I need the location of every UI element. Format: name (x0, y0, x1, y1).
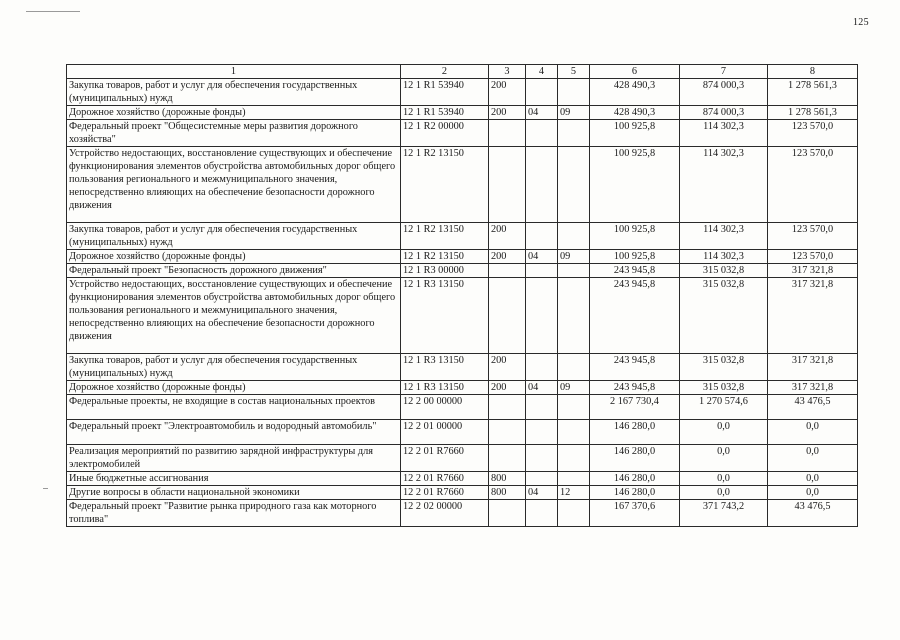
amount-year-1: 146 280,0 (590, 486, 680, 500)
section (526, 472, 558, 486)
table-row (67, 106, 858, 120)
amount-year-2: 114 302,3 (680, 120, 768, 147)
row-name: Устройство недостающих, восстановление существующих и обеспечение функционирования элементов обустройства автомобильных дорог общего пользования регионального и межмуниципального значения, непосредственно влияющих на обеспечение безопасности дорожного движения (67, 147, 401, 223)
subsection: 12 (558, 486, 590, 500)
subsection (558, 500, 590, 527)
subsection (558, 445, 590, 472)
section (526, 354, 558, 381)
target-code: 12 1 R3 13150 (401, 354, 489, 381)
column-number: 4 (526, 65, 558, 79)
column-number: 1 (67, 65, 401, 79)
amount-year-1: 243 945,8 (590, 381, 680, 395)
column-number: 3 (489, 65, 526, 79)
amount-year-3: 1 278 561,3 (768, 79, 858, 106)
target-code: 12 2 02 00000 (401, 500, 489, 527)
row-name: Федеральный проект "Электроавтомобиль и водородный автомобиль" (67, 420, 401, 445)
target-code: 12 2 01 R7660 (401, 486, 489, 500)
amount-year-1: 100 925,8 (590, 250, 680, 264)
subsection (558, 354, 590, 381)
table-row (67, 354, 858, 381)
amount-year-1: 100 925,8 (590, 147, 680, 223)
column-number: 7 (680, 65, 768, 79)
amount-year-2: 371 743,2 (680, 500, 768, 527)
section: 04 (526, 486, 558, 500)
section (526, 120, 558, 147)
amount-year-2: 874 000,3 (680, 106, 768, 120)
column-number: 2 (401, 65, 489, 79)
row-name: Иные бюджетные ассигнования (67, 472, 401, 486)
column-number-row (67, 65, 858, 79)
amount-year-2: 315 032,8 (680, 381, 768, 395)
amount-year-3: 43 476,5 (768, 395, 858, 420)
amount-year-2: 315 032,8 (680, 278, 768, 354)
expense-type (489, 264, 526, 278)
amount-year-3: 0,0 (768, 420, 858, 445)
target-code: 12 1 R3 13150 (401, 278, 489, 354)
budget-table (66, 64, 858, 527)
amount-year-2: 114 302,3 (680, 223, 768, 250)
section (526, 79, 558, 106)
section (526, 395, 558, 420)
row-name: Закупка товаров, работ и услуг для обеспечения государственных (муниципальных) нужд (67, 223, 401, 250)
table-row (67, 445, 858, 472)
amount-year-3: 1 278 561,3 (768, 106, 858, 120)
table-row (67, 147, 858, 223)
target-code: 12 2 01 00000 (401, 420, 489, 445)
amount-year-2: 114 302,3 (680, 147, 768, 223)
subsection (558, 79, 590, 106)
table-row (67, 278, 858, 354)
amount-year-1: 167 370,6 (590, 500, 680, 527)
table-row (67, 120, 858, 147)
row-name: Дорожное хозяйство (дорожные фонды) (67, 381, 401, 395)
target-code: 12 2 01 R7660 (401, 472, 489, 486)
target-code: 12 1 R1 53940 (401, 79, 489, 106)
expense-type: 200 (489, 354, 526, 381)
expense-type (489, 420, 526, 445)
expense-type: 200 (489, 106, 526, 120)
subsection: 09 (558, 106, 590, 120)
expense-type: 200 (489, 223, 526, 250)
subsection (558, 278, 590, 354)
amount-year-2: 1 270 574,6 (680, 395, 768, 420)
amount-year-1: 146 280,0 (590, 472, 680, 486)
row-name: Федеральный проект "Общесистемные меры развития дорожного хозяйства" (67, 120, 401, 147)
scan-mark (26, 11, 80, 12)
amount-year-2: 315 032,8 (680, 264, 768, 278)
table-row (67, 381, 858, 395)
amount-year-2: 0,0 (680, 420, 768, 445)
expense-type (489, 147, 526, 223)
subsection: 09 (558, 250, 590, 264)
amount-year-3: 123 570,0 (768, 250, 858, 264)
section (526, 445, 558, 472)
expense-type: 200 (489, 79, 526, 106)
amount-year-1: 243 945,8 (590, 278, 680, 354)
target-code: 12 2 00 00000 (401, 395, 489, 420)
amount-year-3: 123 570,0 (768, 147, 858, 223)
amount-year-3: 123 570,0 (768, 120, 858, 147)
row-name: Дорожное хозяйство (дорожные фонды) (67, 250, 401, 264)
amount-year-1: 243 945,8 (590, 264, 680, 278)
amount-year-3: 317 321,8 (768, 264, 858, 278)
table-row (67, 264, 858, 278)
section: 04 (526, 106, 558, 120)
section: 04 (526, 381, 558, 395)
expense-type (489, 395, 526, 420)
section (526, 264, 558, 278)
amount-year-3: 317 321,8 (768, 381, 858, 395)
expense-type (489, 120, 526, 147)
amount-year-3: 43 476,5 (768, 500, 858, 527)
subsection (558, 420, 590, 445)
table-row (67, 395, 858, 420)
expense-type: 800 (489, 486, 526, 500)
subsection (558, 472, 590, 486)
row-name: Дорожное хозяйство (дорожные фонды) (67, 106, 401, 120)
expense-type: 200 (489, 381, 526, 395)
row-name: Устройство недостающих, восстановление существующих и обеспечение функционирования элементов обустройства автомобильных дорог общего пользования регионального и межмуниципального значения, непосредственно влияющих на обеспечение безопасности дорожного движения (67, 278, 401, 354)
expense-type: 200 (489, 250, 526, 264)
amount-year-3: 0,0 (768, 486, 858, 500)
target-code: 12 1 R2 13150 (401, 223, 489, 250)
row-name: Федеральный проект "Развитие рынка природного газа как моторного топлива" (67, 500, 401, 527)
subsection: 09 (558, 381, 590, 395)
row-name: Реализация мероприятий по развитию зарядной инфраструктуры для электромобилей (67, 445, 401, 472)
table-row (67, 79, 858, 106)
target-code: 12 1 R2 13150 (401, 250, 489, 264)
table-row (67, 486, 858, 500)
expense-type (489, 278, 526, 354)
expense-type (489, 445, 526, 472)
subsection (558, 395, 590, 420)
section: 04 (526, 250, 558, 264)
section (526, 500, 558, 527)
table-row (67, 472, 858, 486)
subsection (558, 223, 590, 250)
section (526, 278, 558, 354)
section (526, 420, 558, 445)
target-code: 12 1 R3 00000 (401, 264, 489, 278)
amount-year-3: 0,0 (768, 445, 858, 472)
amount-year-3: 123 570,0 (768, 223, 858, 250)
expense-type (489, 500, 526, 527)
subsection (558, 147, 590, 223)
row-name: Федеральный проект "Безопасность дорожного движения" (67, 264, 401, 278)
target-code: 12 1 R2 13150 (401, 147, 489, 223)
amount-year-2: 114 302,3 (680, 250, 768, 264)
row-name: Закупка товаров, работ и услуг для обеспечения государственных (муниципальных) нужд (67, 354, 401, 381)
row-name: Федеральные проекты, не входящие в состав национальных проектов (67, 395, 401, 420)
amount-year-3: 317 321,8 (768, 354, 858, 381)
section (526, 147, 558, 223)
expense-type: 800 (489, 472, 526, 486)
table-row (67, 250, 858, 264)
table-row (67, 420, 858, 445)
amount-year-1: 146 280,0 (590, 445, 680, 472)
row-name: Другие вопросы в области национальной экономики (67, 486, 401, 500)
amount-year-1: 100 925,8 (590, 223, 680, 250)
row-name: Закупка товаров, работ и услуг для обеспечения государственных (муниципальных) нужд (67, 79, 401, 106)
amount-year-1: 428 490,3 (590, 106, 680, 120)
amount-year-3: 0,0 (768, 472, 858, 486)
amount-year-1: 146 280,0 (590, 420, 680, 445)
section (526, 223, 558, 250)
scan-mark (43, 488, 48, 489)
subsection (558, 120, 590, 147)
column-number: 6 (590, 65, 680, 79)
amount-year-2: 0,0 (680, 486, 768, 500)
page-number: 125 (853, 17, 869, 28)
amount-year-1: 2 167 730,4 (590, 395, 680, 420)
column-number: 5 (558, 65, 590, 79)
column-number: 8 (768, 65, 858, 79)
amount-year-2: 874 000,3 (680, 79, 768, 106)
table-row (67, 223, 858, 250)
amount-year-1: 100 925,8 (590, 120, 680, 147)
target-code: 12 1 R1 53940 (401, 106, 489, 120)
amount-year-3: 317 321,8 (768, 278, 858, 354)
amount-year-2: 0,0 (680, 472, 768, 486)
amount-year-2: 0,0 (680, 445, 768, 472)
subsection (558, 264, 590, 278)
target-code: 12 1 R3 13150 (401, 381, 489, 395)
amount-year-2: 315 032,8 (680, 354, 768, 381)
table-row (67, 500, 858, 527)
target-code: 12 1 R2 00000 (401, 120, 489, 147)
target-code: 12 2 01 R7660 (401, 445, 489, 472)
amount-year-1: 428 490,3 (590, 79, 680, 106)
amount-year-1: 243 945,8 (590, 354, 680, 381)
